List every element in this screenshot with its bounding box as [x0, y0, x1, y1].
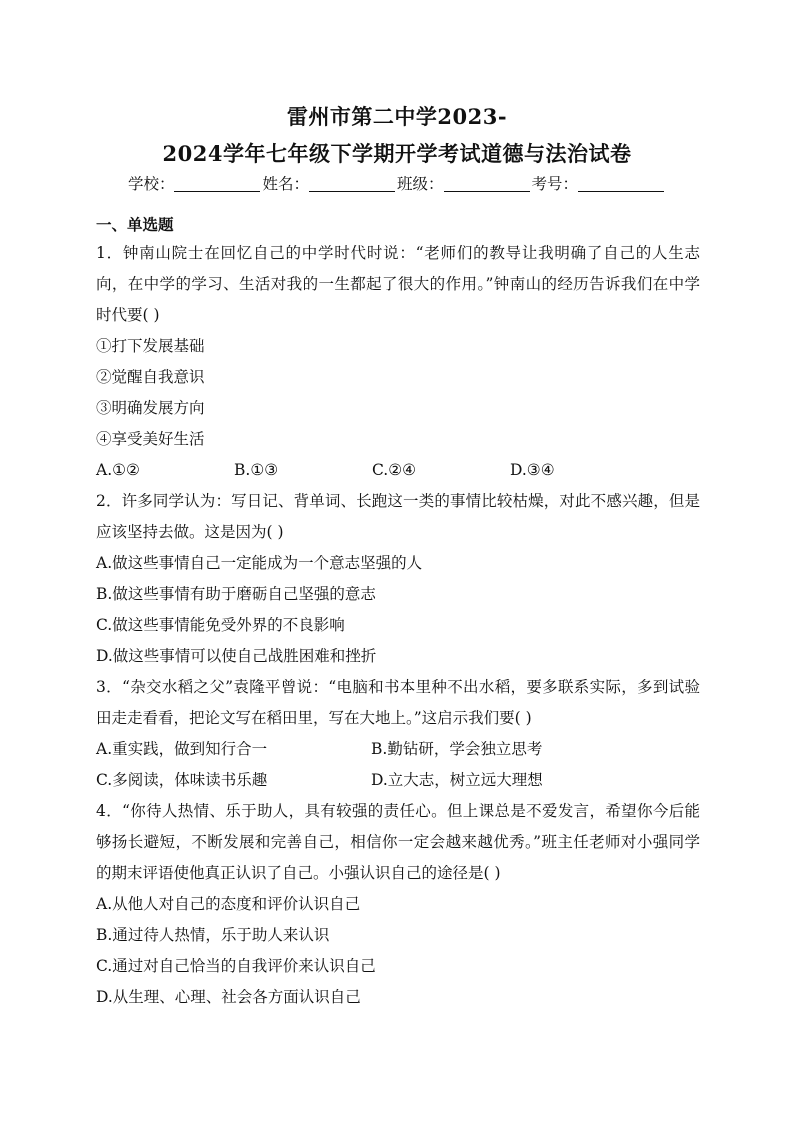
question-stem: 3．“杂交水稻之父”袁隆平曾说：“电脑和书本里种不出水稻，要多联系实际，多到试验田走走看看，把论文写在稻田里，写在大地上。”这启示我们要( ) — [96, 678, 700, 727]
answer-options — [96, 734, 700, 765]
answer-options — [96, 455, 700, 486]
option-c: C.做这些事情能免受外界的不良影响 — [96, 616, 345, 634]
option-c: C.多阅读，体味读书乐趣 — [96, 771, 268, 789]
option-a: A.从他人对自己的态度和评价认识自己 — [96, 895, 361, 913]
statement-item: ①打下发展基础 — [96, 337, 205, 355]
option-c: C.②④ — [372, 461, 417, 479]
option-a: A.重实践，做到知行合一 — [96, 740, 268, 758]
option-d: D.③④ — [510, 461, 555, 479]
statement-item: ③明确发展方向 — [96, 399, 205, 417]
student-info-line — [0, 172, 794, 194]
option-a: A.①② — [96, 461, 140, 479]
statement-item: ②觉醒自我意识 — [96, 368, 205, 386]
class-label: 班级： — [397, 175, 444, 193]
school-blank[interactable] — [174, 177, 260, 192]
option-b: B.①③ — [234, 461, 279, 479]
exam-number-blank[interactable] — [578, 177, 664, 192]
exam-number-label: 考号： — [531, 175, 579, 193]
statement-item: ④享受美好生活 — [96, 430, 205, 448]
exam-title-line2: 2024学年七年级下学期开学考试道德与法治试卷 — [162, 141, 632, 166]
question-stem: 2．许多同学认为：写日记、背单词、长跑这一类的事情比较枯燥，对此不感兴趣，但是应该坚持去做。这是因为( ) — [96, 492, 700, 541]
option-d: D.从生理、心理、社会各方面认识自己 — [96, 988, 361, 1006]
section-title: 一、单选题 — [96, 215, 174, 234]
question-stem: 1．钟南山院士在回忆自己的中学时代时说：“老师们的教导让我明确了自己的人生志向，在中学的学习、生活对我的一生都起了很大的作用。”钟南山的经历告诉我们在中学时代要( ) — [96, 244, 700, 324]
class-blank[interactable] — [444, 177, 530, 192]
exam-title-line1: 雷州市第二中学2023- — [286, 104, 508, 129]
option-a: A.做这些事情自己一定能成为一个意志坚强的人 — [96, 554, 423, 572]
name-label: 姓名： — [262, 175, 309, 193]
exam-content — [96, 214, 700, 1013]
option-d: D.做这些事情可以使自己战胜困难和挫折 — [96, 647, 377, 665]
school-label: 学校： — [127, 175, 175, 193]
name-blank[interactable] — [309, 177, 395, 192]
option-b: B.做这些事情有助于磨砺自己坚强的意志 — [96, 585, 376, 603]
answer-options — [96, 765, 700, 796]
option-b: B.勤钻研，学会独立思考 — [371, 740, 543, 758]
question-stem: 4．“你待人热情、乐于助人，具有较强的责任心。但上课总是不爱发言，希望你今后能够扬长避短，不断发展和完善自己，相信你一定会越来越优秀。”班主任老师对小强同学的期末评语使他真正认识了自己。小强认识自己的途径是( ) — [96, 802, 700, 882]
option-b: B.通过待人热情，乐于助人来认识 — [96, 926, 330, 944]
option-d: D.立大志，树立远大理想 — [371, 771, 543, 789]
option-c: C.通过对自己恰当的自我评价来认识自己 — [96, 957, 376, 975]
